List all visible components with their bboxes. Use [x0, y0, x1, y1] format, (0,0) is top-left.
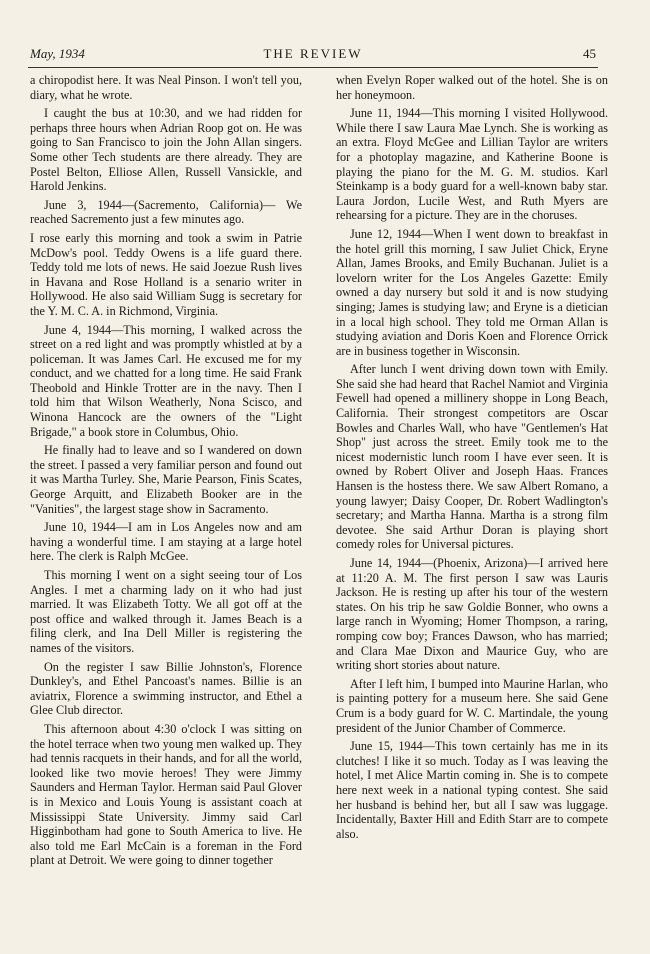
paragraph: This afternoon about 4:30 o'clock I was sitting on the hotel terrace when two young men walked up. They had tennis racquets in their hands, and for all the world, looked like two movie heroes! They were Jimmy Saunders and Herman Taylor. Herman said Paul Glover is in Mexico and Louis Young is assistant coach at Mississippi State University. Jimmy said Carl Higginbotham had gone to South America to live. He also told me Earl McCain is a foreman in the Ford plant at Detroit. We were going to dinner together — [30, 721, 302, 868]
paragraph: This morning I went on a sight seeing tour of Los Angles. I met a charming lady on it who had just married. It was Elizabeth Totty. We all got off at the post office and walked through it. James Beach is a filing clerk, and Ina Dell Miller is registering the names of the visitors. — [30, 568, 302, 655]
paragraph: June 3, 1944—(Sacremento, California)— We reached Sacremento just a few minutes ago. — [30, 197, 302, 227]
paragraph: a chiropodist here. It was Neal Pinson. I won't tell you, diary, what he wrote. — [30, 73, 302, 102]
running-header — [30, 44, 596, 64]
paragraph: He finally had to leave and so I wandered on down the street. I passed a very familiar person and found out it was Martha Turley. She, Marie Pearson, Finis Scates, George Arquitt, and Elizabeth Booker are in the "Vanities", the largest stage show in Sacramento. — [30, 443, 302, 516]
paragraph: After I left him, I bumped into Maurine Harlan, who is painting pottery for a museum here. She said Gene Crum is a body guard for W. C. Martindale, the young president of the Junior Chamber of Commerce. — [336, 676, 608, 735]
paragraph: June 12, 1944—When I went down to breakfast in the hotel grill this morning, I saw Juliet Chick, Eryne Allan, James Brooks, and Emily Buchanan. Juliet is a lovelorn writer for the Los Angeles Gazette: Emily owned a day nursery but sold it and is now studying singing; James is studying law; and Eryne is a dietician in a local high school. They told me Orman Allan is studying aviation and Doris Koen and Florence Orrick are in business together in Wisconsin. — [336, 226, 608, 358]
paragraph: when Evelyn Roper walked out of the hotel. She is on her honeymoon. — [336, 73, 608, 102]
left-column — [30, 73, 302, 872]
issue-date: May, 1934 — [30, 46, 85, 61]
paragraph: June 11, 1944—This morning I visited Hollywood. While there I saw Laura Mae Lynch. She is working as an extra. Floyd McGee and Lillian Taylor are writers for a photoplay magazine, and Katherine Boone is playing the piano for the M. G. M. studios. Karl Steinkamp is a body guard for a well-known baby star. Laura Jordon, Lucile West, and Ruth Myers are rehearsing for a picture. They are in the choruses. — [336, 106, 608, 223]
paragraph: June 15, 1944—This town certainly has me in its clutches! I like it so much. Today as I was leaving the hotel, I met Alice Martin coming in. She is to compete here next week in a national typing contest. She said her husband is behind her, but all I saw was luggage. Incidentally, Baxter Hill and Edith Starr are to compete also. — [336, 739, 608, 841]
publication-title: THE REVIEW — [263, 46, 363, 61]
paragraph: I rose early this morning and took a swim in Patrie McDow's pool. Teddy Owens is a life guard there. Teddy told me lots of news. He said Joezue Rush lives in Havana and Rose Holland is a senario writer in Hollywood. He also said William Sugg is secretary for the Y. M. C. A. in Richmond, Virginia. — [30, 230, 302, 318]
page-number: 45 — [583, 46, 596, 61]
paragraph: June 4, 1944—This morning, I walked across the street on a red light and was promptly whistled at by a policeman. It was James Carl. He excused me for my conduct, and we chatted for a long time. He said Frank Theobold and Hinkle Trotter are in the navy. Then I told him that Wilson Weatherly, Nona Scisco, and Winona Hancock are the owners of the "Light Brigade," a book store in Columbus, Ohio. — [30, 322, 302, 439]
paragraph: On the register I saw Billie Johnston's, Florence Dunkley's, and Ethel Pancoast's names. Billie is an aviatrix, Florence a swimming instructor, and Ethel a Glee Club director. — [30, 659, 302, 718]
paragraph: After lunch I went driving down town with Emily. She said she had heard that Rachel Namiot and Virginia Fewell had opened a millinery shoppe in Long Beach, California. Their strongest competitors are Oscar Bowles and Charles Wall, who have "Gentlemen's Hat Shop" just across the street. Emily took me to the nicest modernistic lunch room I have ever seen. It is owned by Robert Oliver and Joseph Haas. Frances Hansen is the hostess there. We saw Albert Romano, a young lawyer; Daisy Cooper, Dr. Robert Wadlington's secretary; and Martha Hanna. Martha is a strong film devotee. She said Arthur Doran is playing short comedy roles for Universal pictures. — [336, 362, 608, 552]
right-column — [336, 73, 608, 845]
paragraph: June 14, 1944—(Phoenix, Arizona)—I arrived here at 11:20 A. M. The first person I saw was Lauris Jackson. He is resting up after his tour of the western states. On his trip he saw Goldie Bonner, who owns a large ranch in Wyoming; Homer Thompson, a raring, romping cow boy; Frances Dawson, who has married; and Clara Mae Dixon and Maurice Guy, who are writing short stories about nature. — [336, 556, 608, 673]
paragraph: June 10, 1944—I am in Los Angeles now and am having a wonderful time. I am staying at a large hotel here. The clerk is Ralph McGee. — [30, 520, 302, 564]
paragraph: I caught the bus at 10:30, and we had ridden for perhaps three hours when Adrian Roop got on. He was going to San Francisco to join the John Allan singers. Some other Tech students are there already. They are Postel Belton, Elliose Allen, Russell Vansickle, and Harold Jenkins. — [30, 106, 302, 194]
header-rule — [28, 67, 598, 68]
